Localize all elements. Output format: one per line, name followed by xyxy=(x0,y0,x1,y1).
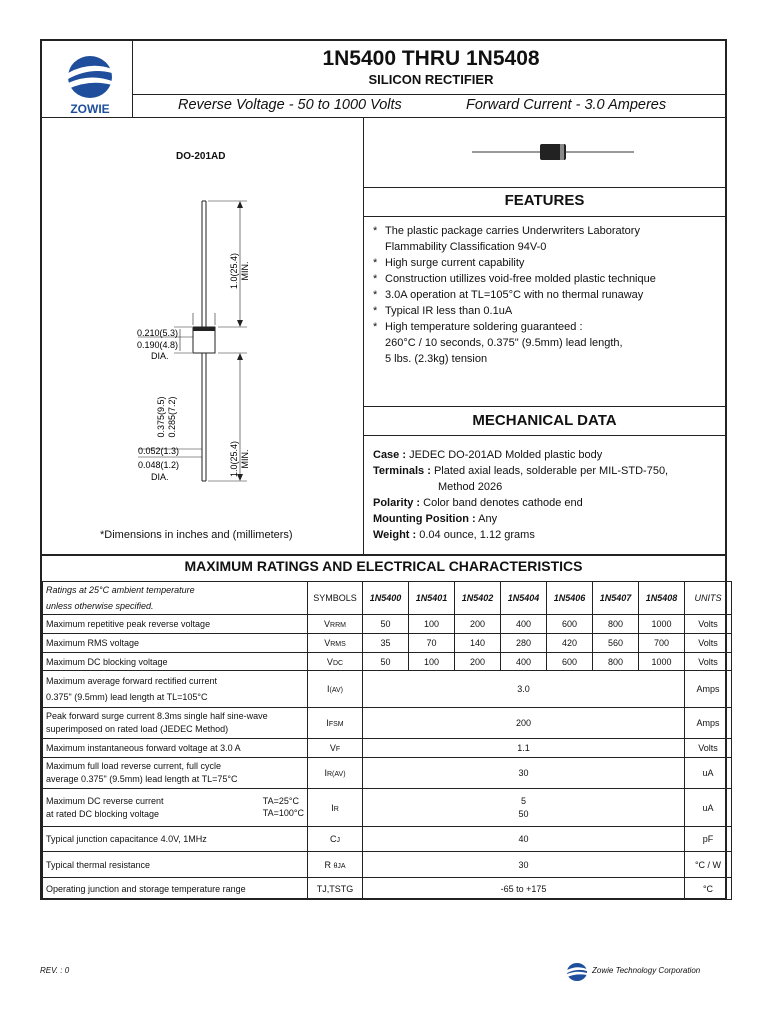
feature-item: * Typical IR less than 0.1uA xyxy=(373,305,513,317)
table-row: TA=25°C TA=100°C Maximum DC reverse current at rated DC blocking voltage IR 5 50 uA xyxy=(43,789,732,827)
table-row: Maximum instantaneous forward voltage at 3.0 A VF 1.1 Volts xyxy=(43,739,732,758)
dim-lead-length-top: 1.0(25.4) xyxy=(229,252,239,290)
dim-lead-dia-min: 0.048(1.2) xyxy=(138,460,180,470)
mech-weight: Weight : 0.04 ounce, 1.12 grams xyxy=(373,529,535,541)
mech-case: Case : JEDEC DO-201AD Molded plastic body xyxy=(373,449,603,461)
doc-title: 1N5400 THRU 1N5408 xyxy=(322,47,540,70)
table-header-row xyxy=(43,582,732,615)
mechanical-list xyxy=(373,447,723,543)
package-name: DO-201AD xyxy=(176,151,226,162)
part-header: 1N5408 xyxy=(639,582,685,615)
dim-body-len-min: 0.285(7.2) xyxy=(167,396,177,438)
table-row: Maximum DC blocking voltage VDC 50 100 200 400 600 800 1000 Volts xyxy=(43,653,732,671)
part-header: 1N5404 xyxy=(501,582,547,615)
forward-current-text: Forward Current - 3.0 Amperes xyxy=(466,97,667,113)
feature-item: * Construction utillizes void-free molded plastic technique xyxy=(373,273,656,285)
mech-polarity: Polarity : Color band denotes cathode end xyxy=(373,497,583,509)
feature-item: Flammability Classification 94V-0 xyxy=(385,241,547,253)
dim-body-dia-min: 0.190(4.8) xyxy=(137,340,179,350)
ratings-note-2: unless otherwise specified. xyxy=(46,601,154,611)
dim-lead-length-bot: 1.0(25.4) xyxy=(229,440,239,478)
diode-image xyxy=(472,141,634,163)
table-row: Typical thermal resistance R θJA 30 °C / W xyxy=(43,852,732,878)
feature-item: * 3.0A operation at TL=105°C with no thermal runaway xyxy=(373,289,644,301)
ratings-table xyxy=(42,581,732,900)
company-name: Zowie Technology Corporation xyxy=(592,966,701,975)
dim-min-top: MIN. xyxy=(240,261,250,281)
doc-subtitle: SILICON RECTIFIER xyxy=(368,72,494,87)
dim-body-dia-max: 0.210(5.3) xyxy=(137,328,179,338)
table-row: Maximum repetitive peak reverse voltage VRRM 50 100 200 400 600 800 1000 Volts xyxy=(43,615,732,634)
feature-item: * The plastic package carries Underwriters Laboratory xyxy=(373,225,640,237)
ta-conditions: TA=25°C TA=100°C xyxy=(262,795,304,818)
feature-item: 5 lbs. (2.3kg) tension xyxy=(385,353,488,365)
ratings-note-1: Ratings at 25°C ambient temperature xyxy=(46,585,195,595)
table-row: Maximum RMS voltage VRMS 35 70 140 280 420 560 700 Volts xyxy=(43,634,732,653)
part-header: 1N5402 xyxy=(455,582,501,615)
dim-dia-1: DIA. xyxy=(151,351,169,361)
mechanical-title: MECHANICAL DATA xyxy=(472,412,617,429)
feature-item: * High surge current capability xyxy=(373,257,525,269)
lead-dia-labels xyxy=(42,441,202,491)
features-list xyxy=(373,223,723,367)
mech-terminals-method: Method 2026 xyxy=(438,481,503,493)
revision-label: REV. : 0 xyxy=(40,966,70,975)
datasheet-frame xyxy=(40,39,727,900)
mech-terminals: Terminals : Plated axial leads, solderable per MIL-STD-750, xyxy=(373,465,669,477)
dim-body-len-max: 0.375(9.5) xyxy=(156,396,166,438)
dim-dia-2: DIA. xyxy=(151,472,169,482)
table-row: Operating junction and storage temperature range TJ,TSTG -65 to +175 °C xyxy=(43,878,732,900)
table-row: Typical junction capacitance 4.0V, 1MHz CJ 40 pF xyxy=(43,827,732,852)
part-header: 1N5401 xyxy=(409,582,455,615)
reverse-voltage-text: Reverse Voltage - 50 to 1000 Volts xyxy=(178,97,402,113)
part-header: 1N5407 xyxy=(593,582,639,615)
units-header: UNITS xyxy=(685,582,732,615)
features-title: FEATURES xyxy=(504,192,585,209)
dimensions-note: *Dimensions in inches and (millimeters) xyxy=(100,529,293,541)
table-row: Maximum average forward rectified current 0.375" (9.5mm) lead length at TL=105°C I(AV) 3.0 Amps xyxy=(43,671,732,708)
symbols-header: SYMBOLS xyxy=(308,582,363,615)
ratings-title: MAXIMUM RATINGS AND ELECTRICAL CHARACTERISTICS xyxy=(184,558,583,574)
logo-text: ZOWIE xyxy=(70,102,110,116)
mech-mounting: Mounting Position : Any xyxy=(373,513,498,525)
dim-lead-dia-max: 0.052(1.3) xyxy=(138,446,180,456)
zowie-logo-icon xyxy=(50,47,130,117)
feature-item: 260°C / 10 seconds, 0.375" (9.5mm) lead length, xyxy=(385,337,623,349)
part-header: 1N5400 xyxy=(363,582,409,615)
dim-min-bot: MIN. xyxy=(240,449,250,469)
table-row: Maximum full load reverse current, full cycle average 0.375" (9.5mm) lead length at TL=75°C IR(AV) 30 uA xyxy=(43,758,732,789)
feature-item: * High temperature soldering guaranteed : xyxy=(373,321,583,333)
zowie-small-logo-icon xyxy=(566,962,588,982)
table-row: Peak forward surge current 8.3ms single half sine-wave superimposed on rated load (JEDEC Method) IFSM 200 Amps xyxy=(43,708,732,739)
part-header: 1N5406 xyxy=(547,582,593,615)
